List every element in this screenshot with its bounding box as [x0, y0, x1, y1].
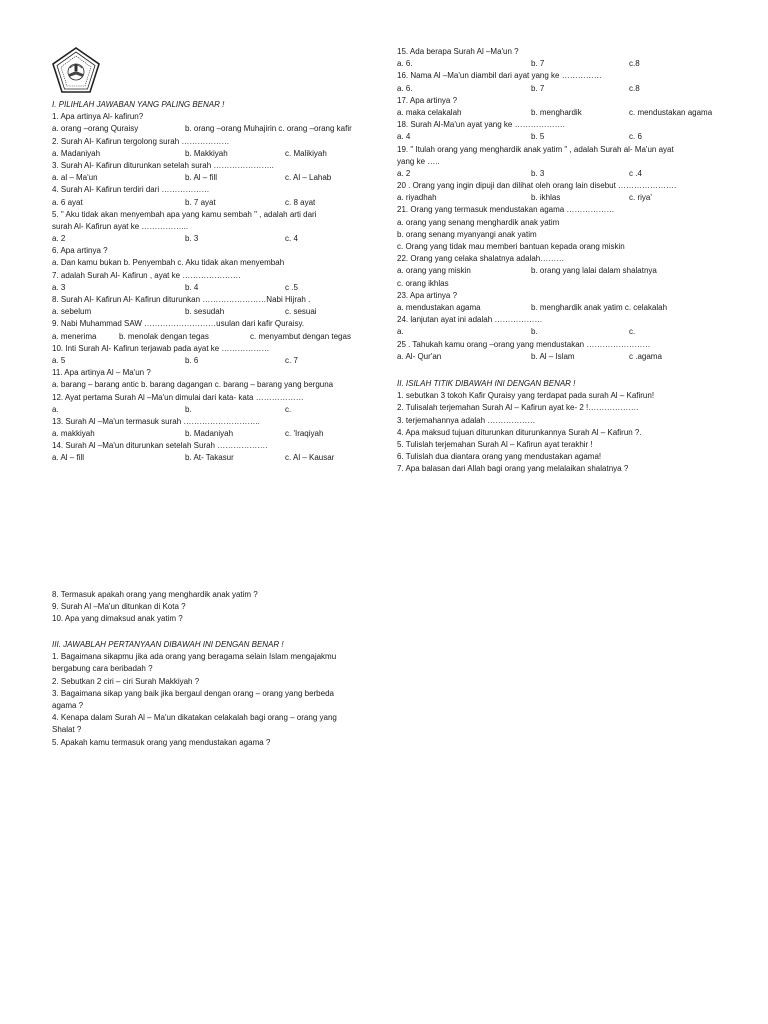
answer-option: b. orang –orang Muhajirin c. orang –orang kafir	[185, 124, 352, 134]
question-line: 23. Apa artinya ?	[397, 290, 458, 300]
answer-option: a. 3	[52, 282, 66, 292]
answer-options	[52, 452, 392, 464]
answer-options	[52, 148, 392, 160]
question-line: 12. Ayat pertama Surah Al –Ma'un dimulai dari kata- kata ………………	[52, 392, 304, 402]
question-line: c. Orang yang tidak mau memberi bantuan kepada orang miskin	[397, 242, 625, 251]
answer-options	[52, 404, 392, 416]
answer-option: c. Al – Lahab	[285, 173, 332, 183]
section-1-questions-continued	[397, 46, 737, 363]
answer-option: a. makkiyah	[52, 429, 95, 439]
answer-option: b. menghardik anak yatim c. celakalah	[531, 302, 668, 312]
question-line: yang ke …..	[397, 156, 440, 166]
question-line: 5. " Aku tidak akan menyembah apa yang kamu sembah " , adalah arti dari	[52, 209, 317, 219]
section-3-questions	[52, 651, 392, 749]
answer-options	[52, 197, 392, 209]
question-line: b. orang senang myanyangi anak yatim	[397, 229, 537, 239]
question-line: 4. Apa maksud tujuan diturunkan diturunkannya Surah Al – Kafirun ?.	[397, 427, 642, 437]
question-line: surah Al- Kafirun ayat ke ……………...	[52, 221, 189, 231]
answer-options	[397, 107, 737, 119]
question-line: c. orang ikhlas	[397, 278, 449, 288]
answer-option: c. Al – Kausar	[285, 453, 335, 463]
answer-options	[52, 233, 392, 245]
question-line: 25 . Tahukah kamu orang –orang yang mendustakan ……………………	[397, 339, 651, 349]
question-line: 6. Tulislah dua diantara orang yang mendustakan agama!	[397, 452, 602, 462]
answer-option: a. 6.	[397, 59, 413, 69]
question-line: 9. Nabi Muhammad SAW ………………………usulan dari kafir Quraisy.	[52, 319, 305, 329]
section-1-continued	[52, 589, 392, 626]
answer-option: b. 3	[531, 168, 545, 178]
question-line: 1. sebutkan 3 tokoh Kafir Quraisy yang terdapat pada surah Al – Kafirun!	[397, 391, 655, 401]
question-line: 5. Apakah kamu termasuk orang yang mendustakan agama ?	[52, 737, 271, 747]
answer-option: c. 7	[285, 355, 298, 365]
answer-option: a. 5	[52, 355, 66, 365]
question-line: a. barang – barang antic b. barang dagangan c. barang – barang yang berguna	[52, 380, 334, 390]
answer-option: c .4	[629, 168, 642, 178]
left-column	[52, 99, 392, 465]
question-line: 2. Tulisalah terjemahan Surah Al – Kafirun ayat ke- 2 !……………….	[397, 403, 639, 413]
answer-option: a. riyadhah	[397, 193, 437, 203]
answer-option: c.	[285, 404, 292, 414]
question-line: 3. Bagaimana sikap yang baik jika bergaul dengan orang – orang yang berbeda	[52, 688, 334, 698]
question-line: 1. Apa artinya Al- kafirun?	[52, 112, 144, 122]
answer-option: b. Makkiyah	[185, 148, 228, 158]
question-line: 10. Inti Surah Al- Kafirun terjawab pada ayat ke ………………	[52, 343, 270, 353]
answer-option: c.	[629, 327, 636, 337]
question-line: 9. Surah Al –Ma'un ditunkan di Kota ?	[52, 602, 186, 612]
answer-options	[397, 265, 737, 277]
question-line: a. Dan kamu bukan b. Penyembah c. Aku tidak akan menyembah	[52, 258, 285, 268]
question-line: 1. Bagaimana sikapmu jika ada orang yang beragama selain Islam mengajakmu	[52, 652, 337, 662]
answer-option: b. 7	[531, 59, 545, 69]
answer-option: a. orang yang miskin	[397, 266, 471, 276]
answer-option: b.	[185, 404, 192, 414]
question-line: 7. Apa balasan dari Allah bagi orang yang melalaikan shalatnya ?	[397, 464, 629, 474]
answer-options	[52, 355, 392, 367]
answer-option: b. orang yang lalai dalam shalatnya	[531, 266, 657, 276]
answer-option: c. menyambut dengan tegas	[250, 331, 351, 341]
answer-options	[397, 83, 737, 95]
answer-option: b. 7	[531, 83, 545, 93]
question-line: 16. Nama Al –Ma'un diambil dari ayat yang ke ……………	[397, 71, 602, 81]
section-1-questions	[52, 111, 392, 464]
answer-option: c.8	[629, 59, 640, 69]
answer-option: a. mendustakan agama	[397, 302, 481, 312]
question-line: 21. Orang yang termasuk mendustakan agama ………………	[397, 205, 615, 215]
answer-option: b. menghardik	[531, 107, 582, 117]
answer-options	[52, 428, 392, 440]
answer-options	[397, 131, 737, 143]
answer-option: b. ikhlas	[531, 193, 561, 203]
question-line: 15. Ada berapa Surah Al –Ma'un ?	[397, 47, 519, 56]
question-line: 8. Surah Al- Kafirun Al- Kafirun diturunkan ……………………Nabi Hijrah .	[52, 295, 311, 304]
question-line: 20 . Orang yang ingin dipuji dan dilihat oleh orang lain disebut ………………….	[397, 181, 677, 191]
answer-option: c. Malikiyah	[285, 148, 327, 158]
answer-option: a. menerima	[52, 331, 97, 341]
answer-option: b. 7 ayat	[185, 197, 216, 207]
question-line: 22. Orang yang celaka shalatnya adalah………	[397, 254, 565, 264]
answer-option: b.	[531, 327, 538, 337]
answer-options	[397, 192, 737, 204]
section-2-title: II. ISILAH TITIK DIBAWAH INI DENGAN BENAR !	[397, 379, 576, 388]
question-line: a. orang yang senang menghardik anak yatim	[397, 217, 560, 227]
answer-option: b. Madaniyah	[185, 429, 234, 439]
answer-option: b. 6	[185, 355, 199, 365]
answer-option: a. 6.	[397, 83, 413, 93]
answer-options	[52, 172, 392, 184]
answer-option: b. menolak dengan tegas	[119, 331, 209, 341]
answer-option: b. 4	[185, 282, 199, 292]
question-line: 4. Surah Al- Kafirun terdiri dari ………………	[52, 185, 210, 195]
answer-option: b. Al – fill	[185, 173, 218, 183]
section-2	[397, 378, 737, 476]
answer-option: c. 'Iraqiyah	[285, 429, 324, 439]
answer-option: a. al – Ma'un	[52, 173, 98, 183]
answer-option: c. 8 ayat	[285, 197, 316, 207]
answer-option: c. riya'	[629, 193, 652, 203]
question-line: 8. Termasuk apakah orang yang menghardik anak yatim ?	[52, 590, 258, 599]
section-1-title: I. PILIHLAH JAWABAN YANG PALING BENAR !	[52, 100, 225, 109]
answer-option: a. 2	[397, 168, 411, 178]
answer-options	[397, 326, 737, 338]
answer-option: c .agama	[629, 351, 662, 361]
question-line: 2. Sebutkan 2 ciri – ciri Surah Makkiyah ?	[52, 676, 200, 686]
question-line: 17. Apa artinya ?	[397, 95, 458, 105]
school-emblem-icon	[52, 47, 100, 93]
answer-option: c. 4	[285, 234, 298, 244]
answer-options	[52, 282, 392, 294]
question-line: bergabung cara beribadah ?	[52, 664, 153, 674]
answer-options	[52, 123, 392, 135]
question-line: 2. Surah Al- Kafirun tergolong surah ………………	[52, 136, 230, 146]
section-2-questions	[397, 390, 737, 475]
answer-option: a. sebelum	[52, 307, 92, 317]
section-3	[52, 639, 392, 749]
answer-option: a.	[397, 327, 404, 337]
answer-option: a. 2	[52, 234, 66, 244]
answer-option: c. sesuai	[285, 307, 317, 317]
question-line: 3. terjemahannya adalah ………………	[397, 415, 536, 425]
question-line: 4. Kenapa dalam Surah Al – Ma'un dikatakan celakalah bagi orang – orang yang	[52, 713, 337, 723]
question-line: agama ?	[52, 700, 84, 710]
answer-options	[397, 302, 737, 314]
answer-option: c.8	[629, 83, 640, 93]
question-line: 3. Surah Al- Kafirun diturunkan setelah surah …………………..	[52, 160, 274, 170]
answer-option: a. Al- Qur'an	[397, 351, 442, 361]
section-3-title: III. JAWABLAH PERTANYAAN DIBAWAH INI DENGAN BENAR !	[52, 640, 284, 649]
answer-option: b. At- Takasur	[185, 453, 234, 463]
question-line: 18. Surah Al-Ma'un ayat yang ke ……………….	[397, 120, 565, 130]
question-line: Shalat ?	[52, 725, 82, 735]
answer-options	[52, 306, 392, 318]
answer-option: b. sesudah	[185, 307, 225, 317]
answer-option: a. Al – fill	[52, 453, 85, 463]
question-line: 11. Apa artinya Al – Ma'un ?	[52, 368, 151, 378]
answer-option: b. Al – Islam	[531, 351, 575, 361]
answer-option: b. 5	[531, 132, 545, 142]
right-column	[397, 46, 737, 363]
question-line: 19. " Itulah orang yang menghardik anak yatim " , adalah Surah al- Ma'un ayat	[397, 144, 674, 154]
answer-option: a. orang –orang Quraisy	[52, 124, 139, 134]
answer-option: a. 4	[397, 132, 411, 142]
question-line: 14. Surah Al –Ma'un diturunkan setelah Surah ……………….	[52, 441, 268, 451]
answer-option: a. Madaniyah	[52, 148, 101, 158]
answer-options	[397, 58, 737, 70]
answer-options	[52, 331, 392, 343]
answer-options	[397, 168, 737, 180]
answer-option: a.	[52, 404, 59, 414]
answer-options	[397, 351, 737, 363]
question-line: 24. lanjutan ayat ini adalah ………………	[397, 315, 543, 325]
answer-option: b. 3	[185, 234, 199, 244]
question-line: 10. Apa yang dimaksud anak yatim ?	[52, 614, 183, 624]
answer-option: c .5	[285, 282, 298, 292]
question-line: 5. Tulislah terjemahan Surah Al – Kafirun ayat terakhir !	[397, 439, 593, 449]
answer-option: c. 6	[629, 132, 642, 142]
question-line: 6. Apa artinya ?	[52, 246, 108, 256]
question-line: 13. Surah Al –Ma'un termasuk surah ………………………..	[52, 416, 260, 426]
answer-option: a. maka celakalah	[397, 107, 462, 117]
answer-option: a. 6 ayat	[52, 197, 83, 207]
question-line: 7. adalah Surah Al- Kafirun , ayat ke ………………….	[52, 270, 241, 280]
answer-option: c. mendustakan agama	[629, 107, 713, 117]
